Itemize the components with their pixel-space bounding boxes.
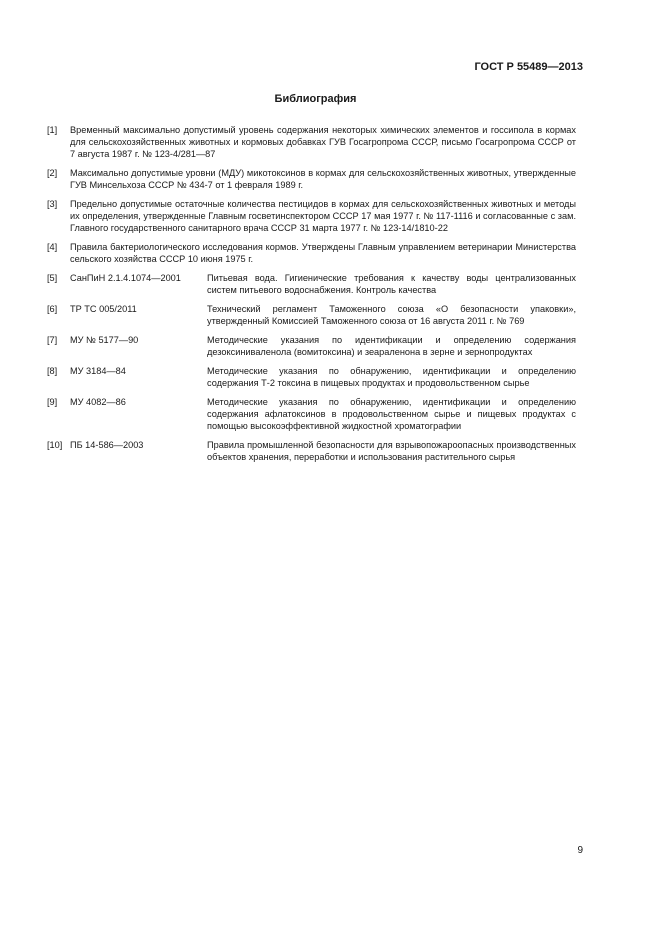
- bibliography-entry: [47, 198, 576, 234]
- entry-text: Правила промышленной безопасности для взрывопожароопасных производственных объектов хранения, переработки и использования растительного сырья: [207, 440, 576, 462]
- entry-document-code: МУ 4082—86: [70, 397, 126, 407]
- entry-document-code: СанПиН 2.1.4.1074—2001: [70, 273, 181, 283]
- bibliography-entry: [47, 365, 576, 389]
- entry-number: [10]: [47, 440, 63, 450]
- entry-text: Методические указания по обнаружению, идентификации и определению содержания афлатоксинов в продовольственном сырье и пищевых продуктах с помощью высокоэффективной жидкостной хроматографии: [207, 397, 576, 431]
- bibliography-entry: [47, 272, 576, 296]
- bibliography-entry: [47, 167, 576, 191]
- bibliography-entry: [47, 396, 576, 432]
- entry-text: Предельно допустимые остаточные количества пестицидов в кормах для сельскохозяйственных животных и методы их определения, утвержденные Главным госветинспектором СССР 17 мая 1977 г. № 117-1116 и согласованные с зам. Главного государственного санитарного врача СССР 31 марта 1977 г. № 123-14/1810-22: [70, 199, 576, 233]
- bibliography-entry: [47, 124, 576, 160]
- entry-number: [6]: [47, 304, 58, 314]
- bibliography-list: [47, 124, 576, 470]
- entry-text: Питьевая вода. Гигиенические требования к качеству воды централизованных систем питьевого водоснабжения. Контроль качества: [207, 273, 576, 295]
- entry-document-code: ТР ТС 005/2011: [70, 304, 137, 314]
- bibliography-entry: [47, 241, 576, 265]
- entry-document-code: ПБ 14-586—2003: [70, 440, 144, 450]
- entry-number: [4]: [47, 242, 58, 252]
- document-code-header: ГОСТ Р 55489—2013: [474, 61, 583, 73]
- entry-text: Технический регламент Таможенного союза «О безопасности упаковки», утвержденный Комиссией Таможенного союза от 16 августа 2011 г. № 769: [207, 304, 576, 326]
- bibliography-entry: [47, 439, 576, 463]
- entry-document-code: МУ № 5177—90: [70, 335, 139, 345]
- entry-number: [1]: [47, 125, 58, 135]
- entry-document-code: МУ 3184—84: [70, 366, 126, 376]
- bibliography-entry: [47, 303, 576, 327]
- entry-text: Методические указания по идентификации и определению содержания дезоксиниваленола (вомитоксина) и зеараленона в зерне и зернопродуктах: [207, 335, 576, 357]
- bibliography-entry: [47, 334, 576, 358]
- entry-number: [5]: [47, 273, 58, 283]
- entry-number: [2]: [47, 168, 58, 178]
- entry-number: [9]: [47, 397, 58, 407]
- entry-text: Максимально допустимые уровни (МДУ) микотоксинов в кормах для сельскохозяйственных животных, утвержденные ГУВ Минсельхоза СССР № 434-7 от 1 февраля 1989 г.: [70, 168, 576, 190]
- entry-text: Временный максимально допустимый уровень содержания некоторых химических элементов и госсипола в кормах для сельскохозяйственных животных и кормовых добавках ГУВ Госагропрома СССР, письмо Госагропрома СССР от 7 августа 1987 г. № 123-4/281—87: [70, 125, 576, 159]
- entry-number: [3]: [47, 199, 58, 209]
- page-title: Библиография: [274, 93, 357, 105]
- entry-number: [8]: [47, 366, 58, 376]
- page-number: 9: [577, 845, 583, 856]
- entry-text: Правила бактериологического исследования кормов. Утверждены Главным управлением ветеринарии Министерства сельского хозяйства СССР 10 июня 1975 г.: [70, 242, 576, 264]
- entry-number: [7]: [47, 335, 58, 345]
- entry-text: Методические указания по обнаружению, идентификации и определению содержания Т-2 токсина в пищевых продуктах и продовольственном сырье: [207, 366, 576, 388]
